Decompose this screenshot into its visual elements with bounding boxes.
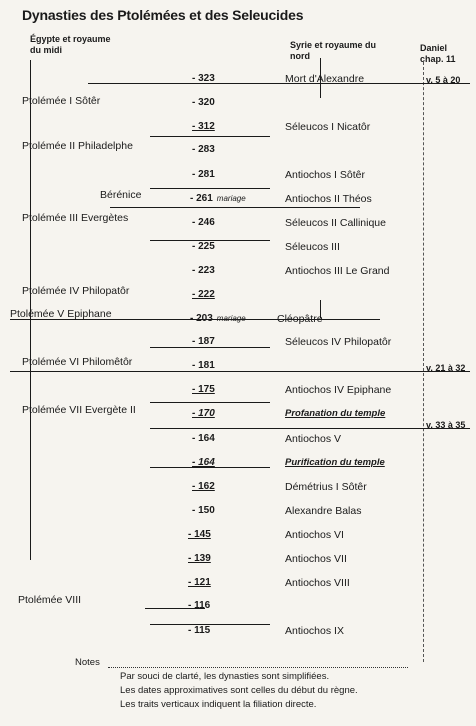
north-seleucos-4: Séleucos IV Philopatôr <box>285 336 392 348</box>
ruler-ptolemee-1: Ptolémée I Sôtêr <box>22 95 101 107</box>
date-150: - 150 <box>192 505 215 516</box>
ruler-ptolemee-2: Ptolémée II Philadelphe <box>22 140 133 152</box>
north-antiochos-1: Antiochos I Sôtêr <box>285 169 365 181</box>
north-antiochos-6: Antiochos VI <box>285 529 344 541</box>
ruler-ptolemee-6: Ptolémée VI Philomêtôr <box>22 356 133 368</box>
north-alexandre-balas: Alexandre Balas <box>285 505 362 517</box>
date-320: - 320 <box>192 97 215 108</box>
event-purification: Purification du temple <box>285 457 385 468</box>
date-283: - 283 <box>192 144 215 155</box>
date-139: - 139 <box>188 553 211 564</box>
ruler-ptolemee-3: Ptolémée III Evergètes <box>22 212 129 224</box>
date-187: - 187 <box>192 336 215 347</box>
date-203: - 203 mariage <box>190 313 246 324</box>
date-145: - 145 <box>188 529 211 540</box>
rule-181 <box>10 371 470 372</box>
date-170: - 170 <box>192 408 215 419</box>
date-323: - 323 <box>192 73 215 84</box>
north-mort-alexandre: Mort d'Alexandre <box>285 73 365 85</box>
date-121: - 121 <box>188 577 211 588</box>
rule-312 <box>150 136 270 137</box>
rule-175 <box>150 402 270 403</box>
north-seleucos-1: Séleucos I Nicatôr <box>285 121 371 133</box>
date-164a: - 164 <box>192 433 215 444</box>
header-daniel: Daniel chap. 11 <box>420 43 456 64</box>
header-north: Syrie et royaume du nord <box>290 40 377 61</box>
header-south: Égypte et royaume du midi <box>30 34 111 55</box>
daniel-ref-2: v. 21 à 32 <box>426 363 466 373</box>
rule-281 <box>150 188 270 189</box>
north-seleucos-2: Séleucos II Callinique <box>285 217 386 229</box>
daniel-ref-1: v. 5 à 20 <box>426 75 461 85</box>
ruler-ptolemee-5: Ptolémée V Epiphane <box>10 308 112 320</box>
north-antiochos-5: Antiochos V <box>285 433 342 445</box>
date-261: - 261 mariage <box>190 193 246 204</box>
date-223: - 223 <box>192 265 215 276</box>
ruler-ptolemee-7: Ptolémée VII Evergète II <box>22 404 136 416</box>
date-175: - 175 <box>192 384 215 395</box>
date-116: - 116 <box>188 600 211 611</box>
ruler-ptolemee-8: Ptolémée VIII <box>18 594 82 606</box>
date-162: - 162 <box>192 481 215 492</box>
rule-261 <box>110 207 360 208</box>
north-cleopatre: Cléopâtre <box>277 313 323 325</box>
north-antiochos-4: Antiochos IV Epiphane <box>285 384 392 396</box>
north-demetrius-1: Démétrius I Sôtêr <box>285 481 367 493</box>
date-181: - 181 <box>192 360 215 371</box>
date-115: - 115 <box>188 625 211 636</box>
north-antiochos-7: Antiochos VII <box>285 553 347 565</box>
date-225: - 225 <box>192 241 215 252</box>
daniel-ref-3: v. 33 à 35 <box>426 420 466 430</box>
ruler-ptolemee-4: Ptolémée IV Philopatôr <box>22 285 130 297</box>
note-line-2: Les dates approximatives sont celles du début du règne. <box>120 685 358 696</box>
date-312: - 312 <box>192 121 215 132</box>
daniel-column-divider <box>423 62 424 662</box>
north-seleucos-3: Séleucos III <box>285 241 340 253</box>
notes-dotted-line <box>108 667 408 668</box>
north-antiochos-9: Antiochos IX <box>285 625 344 637</box>
date-281: - 281 <box>192 169 215 180</box>
north-antiochos-3: Antiochos III Le Grand <box>285 265 390 277</box>
notes-label: Notes <box>75 657 100 668</box>
rule-daniel-3 <box>150 428 470 429</box>
marriage-label-2: mariage <box>216 314 246 323</box>
note-line-1: Par souci de clarté, les dynasties sont simplifiées. <box>120 671 330 682</box>
marriage-label-1: mariage <box>216 194 246 203</box>
date-164b: - 164 <box>192 457 215 468</box>
event-profanation: Profanation du temple <box>285 408 386 419</box>
north-antiochos-8: Antiochos VIII <box>285 577 350 589</box>
note-line-3: Les traits verticaux indiquent la filiation directe. <box>120 699 317 710</box>
date-246: - 246 <box>192 217 215 228</box>
rule-187 <box>150 347 270 348</box>
date-222: - 222 <box>192 289 215 300</box>
north-antiochos-2: Antiochos II Théos <box>285 193 372 205</box>
page-title: Dynasties des Ptolémées et des Seleucides <box>22 7 304 23</box>
ruler-berenice: Bérénice <box>100 189 142 201</box>
